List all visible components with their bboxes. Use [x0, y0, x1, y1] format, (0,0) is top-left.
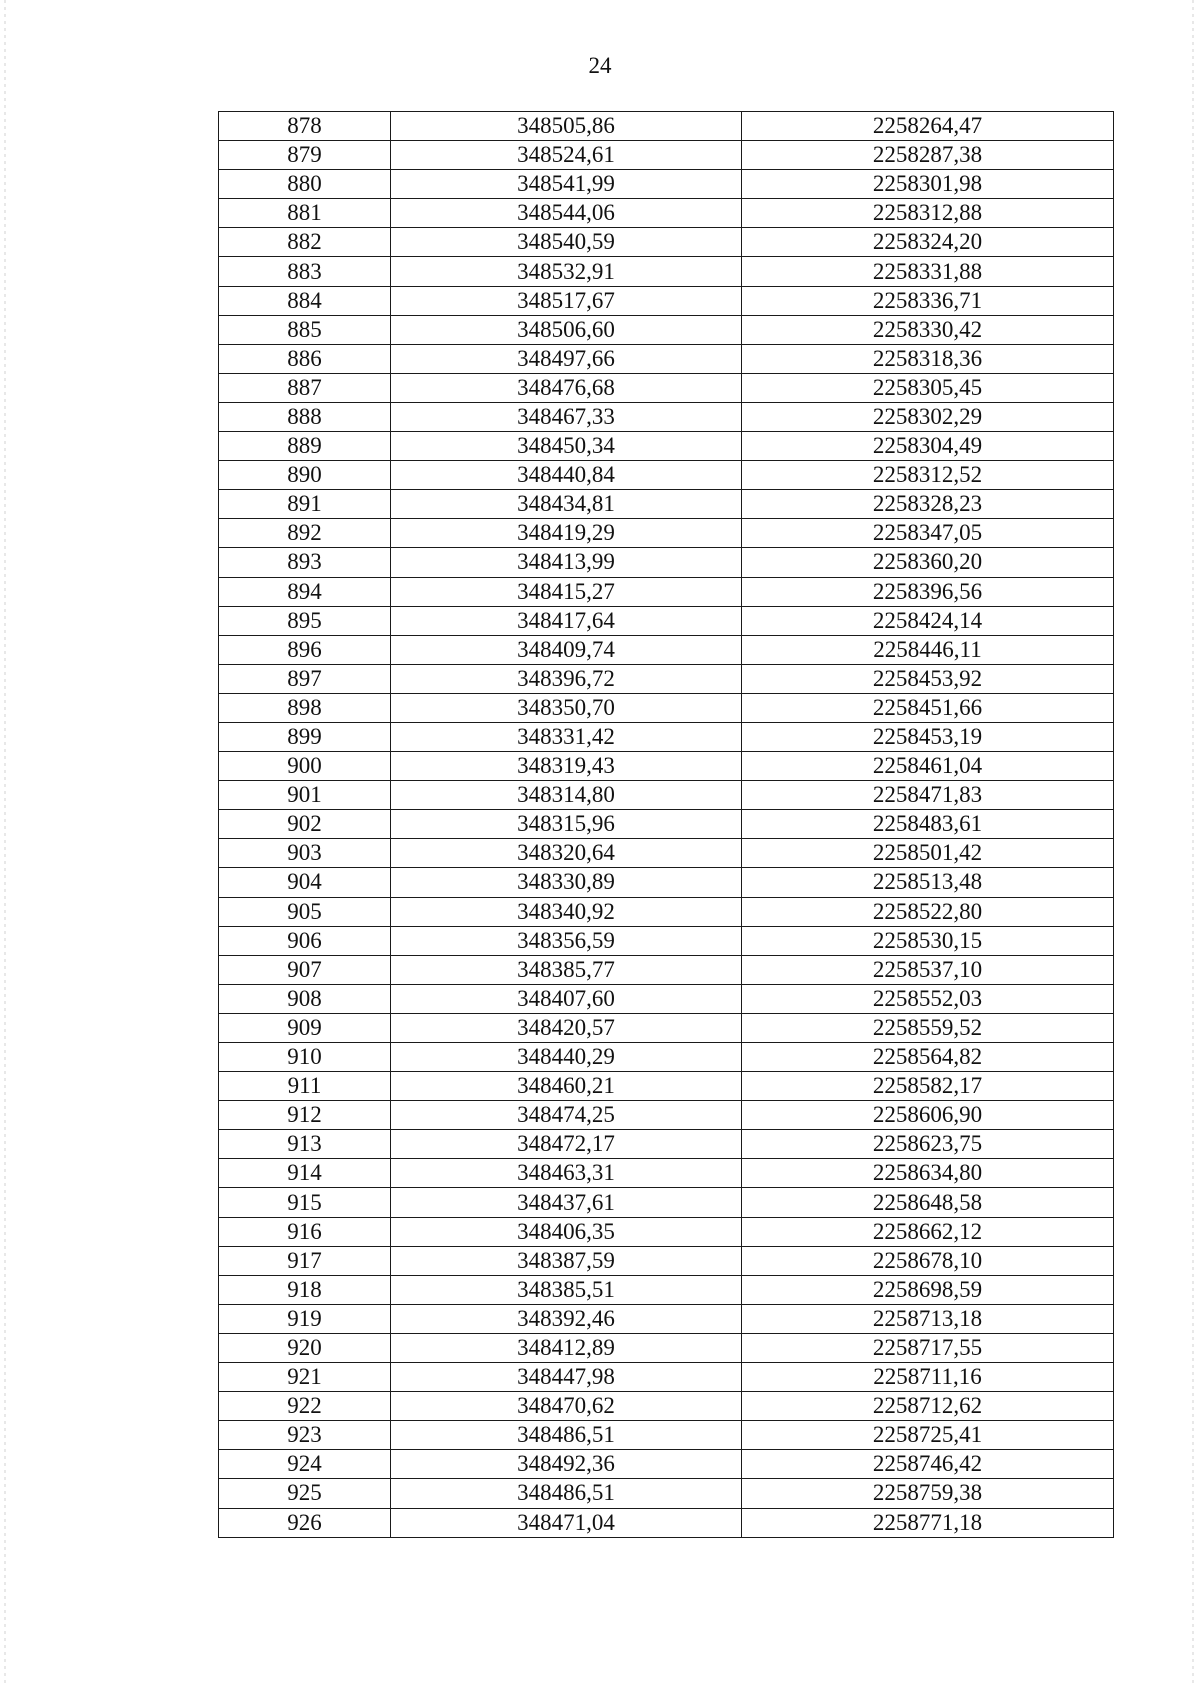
y-coordinate-cell: 2258678,10	[742, 1246, 1114, 1275]
y-coordinate-cell: 2258522,80	[742, 897, 1114, 926]
table-row	[219, 257, 1114, 286]
y-coordinate-cell: 2258712,62	[742, 1392, 1114, 1421]
point-number-cell: 898	[219, 693, 391, 722]
y-coordinate-cell: 2258318,36	[742, 344, 1114, 373]
point-number-cell: 889	[219, 432, 391, 461]
x-coordinate-cell: 348417,64	[391, 606, 742, 635]
x-coordinate-cell: 348409,74	[391, 635, 742, 664]
table-row	[219, 693, 1114, 722]
x-coordinate-cell: 348350,70	[391, 693, 742, 722]
table-row	[219, 752, 1114, 781]
table-row	[219, 577, 1114, 606]
point-number-cell: 902	[219, 810, 391, 839]
table-row	[219, 1043, 1114, 1072]
table-row	[219, 1159, 1114, 1188]
table-row	[219, 1508, 1114, 1537]
table-row	[219, 432, 1114, 461]
table-row	[219, 373, 1114, 402]
table-row	[219, 810, 1114, 839]
table-row	[219, 548, 1114, 577]
x-coordinate-cell: 348532,91	[391, 257, 742, 286]
table-row	[219, 839, 1114, 868]
page-number: 24	[588, 53, 612, 78]
y-coordinate-cell: 2258513,48	[742, 868, 1114, 897]
point-number-cell: 890	[219, 461, 391, 490]
table-row	[219, 664, 1114, 693]
y-coordinate-cell: 2258336,71	[742, 286, 1114, 315]
y-coordinate-cell: 2258461,04	[742, 752, 1114, 781]
y-coordinate-cell: 2258446,11	[742, 635, 1114, 664]
table-row	[219, 286, 1114, 315]
point-number-cell: 908	[219, 984, 391, 1013]
point-number-cell: 906	[219, 926, 391, 955]
x-coordinate-cell: 348406,35	[391, 1217, 742, 1246]
point-number-cell: 926	[219, 1508, 391, 1537]
table-row	[219, 1275, 1114, 1304]
x-coordinate-cell: 348486,51	[391, 1479, 742, 1508]
x-coordinate-cell: 348544,06	[391, 199, 742, 228]
point-number-cell: 915	[219, 1188, 391, 1217]
point-number-cell: 925	[219, 1479, 391, 1508]
table-row	[219, 635, 1114, 664]
table-row	[219, 315, 1114, 344]
y-coordinate-cell: 2258312,52	[742, 461, 1114, 490]
point-number-cell: 882	[219, 228, 391, 257]
table-row	[219, 1101, 1114, 1130]
y-coordinate-cell: 2258501,42	[742, 839, 1114, 868]
point-number-cell: 883	[219, 257, 391, 286]
x-coordinate-cell: 348486,51	[391, 1421, 742, 1450]
y-coordinate-cell: 2258302,29	[742, 402, 1114, 431]
x-coordinate-cell: 348467,33	[391, 402, 742, 431]
x-coordinate-cell: 348385,77	[391, 955, 742, 984]
table-row	[219, 722, 1114, 751]
table-row	[219, 228, 1114, 257]
table-row	[219, 1013, 1114, 1042]
table-row	[219, 1217, 1114, 1246]
point-number-cell: 885	[219, 315, 391, 344]
coordinates-table-body	[219, 112, 1114, 1538]
point-number-cell: 887	[219, 373, 391, 402]
x-coordinate-cell: 348492,36	[391, 1450, 742, 1479]
table-row	[219, 1246, 1114, 1275]
scan-edge-left	[4, 0, 6, 1686]
point-number-cell: 923	[219, 1421, 391, 1450]
x-coordinate-cell: 348440,84	[391, 461, 742, 490]
x-coordinate-cell: 348460,21	[391, 1072, 742, 1101]
y-coordinate-cell: 2258725,41	[742, 1421, 1114, 1450]
point-number-cell: 905	[219, 897, 391, 926]
y-coordinate-cell: 2258312,88	[742, 199, 1114, 228]
table-row	[219, 490, 1114, 519]
table-row	[219, 1130, 1114, 1159]
point-number-cell: 914	[219, 1159, 391, 1188]
y-coordinate-cell: 2258360,20	[742, 548, 1114, 577]
point-number-cell: 895	[219, 606, 391, 635]
y-coordinate-cell: 2258530,15	[742, 926, 1114, 955]
x-coordinate-cell: 348415,27	[391, 577, 742, 606]
y-coordinate-cell: 2258471,83	[742, 781, 1114, 810]
y-coordinate-cell: 2258330,42	[742, 315, 1114, 344]
x-coordinate-cell: 348497,66	[391, 344, 742, 373]
point-number-cell: 918	[219, 1275, 391, 1304]
y-coordinate-cell: 2258304,49	[742, 432, 1114, 461]
y-coordinate-cell: 2258483,61	[742, 810, 1114, 839]
point-number-cell: 904	[219, 868, 391, 897]
y-coordinate-cell: 2258451,66	[742, 693, 1114, 722]
table-row	[219, 1304, 1114, 1333]
x-coordinate-cell: 348407,60	[391, 984, 742, 1013]
point-number-cell: 901	[219, 781, 391, 810]
table-row	[219, 868, 1114, 897]
point-number-cell: 886	[219, 344, 391, 373]
point-number-cell: 924	[219, 1450, 391, 1479]
table-row	[219, 1333, 1114, 1362]
x-coordinate-cell: 348517,67	[391, 286, 742, 315]
x-coordinate-cell: 348434,81	[391, 490, 742, 519]
table-row	[219, 344, 1114, 373]
y-coordinate-cell: 2258453,19	[742, 722, 1114, 751]
table-row	[219, 926, 1114, 955]
x-coordinate-cell: 348331,42	[391, 722, 742, 751]
point-number-cell: 881	[219, 199, 391, 228]
x-coordinate-cell: 348315,96	[391, 810, 742, 839]
table-row	[219, 141, 1114, 170]
x-coordinate-cell: 348505,86	[391, 112, 742, 141]
point-number-cell: 920	[219, 1333, 391, 1362]
y-coordinate-cell: 2258347,05	[742, 519, 1114, 548]
x-coordinate-cell: 348356,59	[391, 926, 742, 955]
point-number-cell: 921	[219, 1363, 391, 1392]
x-coordinate-cell: 348474,25	[391, 1101, 742, 1130]
coordinates-table	[218, 111, 1114, 1538]
x-coordinate-cell: 348524,61	[391, 141, 742, 170]
point-number-cell: 907	[219, 955, 391, 984]
point-number-cell: 894	[219, 577, 391, 606]
y-coordinate-cell: 2258713,18	[742, 1304, 1114, 1333]
point-number-cell: 903	[219, 839, 391, 868]
y-coordinate-cell: 2258648,58	[742, 1188, 1114, 1217]
y-coordinate-cell: 2258537,10	[742, 955, 1114, 984]
x-coordinate-cell: 348437,61	[391, 1188, 742, 1217]
x-coordinate-cell: 348471,04	[391, 1508, 742, 1537]
x-coordinate-cell: 348412,89	[391, 1333, 742, 1362]
table-row	[219, 112, 1114, 141]
x-coordinate-cell: 348396,72	[391, 664, 742, 693]
y-coordinate-cell: 2258305,45	[742, 373, 1114, 402]
x-coordinate-cell: 348472,17	[391, 1130, 742, 1159]
point-number-cell: 893	[219, 548, 391, 577]
x-coordinate-cell: 348340,92	[391, 897, 742, 926]
point-number-cell: 911	[219, 1072, 391, 1101]
x-coordinate-cell: 348450,34	[391, 432, 742, 461]
point-number-cell: 909	[219, 1013, 391, 1042]
y-coordinate-cell: 2258264,47	[742, 112, 1114, 141]
y-coordinate-cell: 2258759,38	[742, 1479, 1114, 1508]
table-row	[219, 199, 1114, 228]
y-coordinate-cell: 2258328,23	[742, 490, 1114, 519]
table-row	[219, 1363, 1114, 1392]
y-coordinate-cell: 2258552,03	[742, 984, 1114, 1013]
y-coordinate-cell: 2258634,80	[742, 1159, 1114, 1188]
point-number-cell: 912	[219, 1101, 391, 1130]
point-number-cell: 892	[219, 519, 391, 548]
x-coordinate-cell: 348541,99	[391, 170, 742, 199]
x-coordinate-cell: 348392,46	[391, 1304, 742, 1333]
y-coordinate-cell: 2258453,92	[742, 664, 1114, 693]
y-coordinate-cell: 2258582,17	[742, 1072, 1114, 1101]
table-row	[219, 781, 1114, 810]
x-coordinate-cell: 348476,68	[391, 373, 742, 402]
x-coordinate-cell: 348420,57	[391, 1013, 742, 1042]
table-row	[219, 1421, 1114, 1450]
point-number-cell: 880	[219, 170, 391, 199]
x-coordinate-cell: 348440,29	[391, 1043, 742, 1072]
table-row	[219, 170, 1114, 199]
point-number-cell: 919	[219, 1304, 391, 1333]
table-row	[219, 1072, 1114, 1101]
y-coordinate-cell: 2258324,20	[742, 228, 1114, 257]
x-coordinate-cell: 348387,59	[391, 1246, 742, 1275]
y-coordinate-cell: 2258559,52	[742, 1013, 1114, 1042]
table-row	[219, 984, 1114, 1013]
x-coordinate-cell: 348463,31	[391, 1159, 742, 1188]
y-coordinate-cell: 2258717,55	[742, 1333, 1114, 1362]
point-number-cell: 899	[219, 722, 391, 751]
table-row	[219, 1188, 1114, 1217]
table-row	[219, 1392, 1114, 1421]
y-coordinate-cell: 2258606,90	[742, 1101, 1114, 1130]
point-number-cell: 879	[219, 141, 391, 170]
x-coordinate-cell: 348413,99	[391, 548, 742, 577]
point-number-cell: 916	[219, 1217, 391, 1246]
point-number-cell: 884	[219, 286, 391, 315]
x-coordinate-cell: 348540,59	[391, 228, 742, 257]
point-number-cell: 917	[219, 1246, 391, 1275]
y-coordinate-cell: 2258396,56	[742, 577, 1114, 606]
table-row	[219, 1479, 1114, 1508]
x-coordinate-cell: 348330,89	[391, 868, 742, 897]
y-coordinate-cell: 2258771,18	[742, 1508, 1114, 1537]
x-coordinate-cell: 348470,62	[391, 1392, 742, 1421]
x-coordinate-cell: 348506,60	[391, 315, 742, 344]
table-row	[219, 1450, 1114, 1479]
table-row	[219, 955, 1114, 984]
y-coordinate-cell: 2258564,82	[742, 1043, 1114, 1072]
x-coordinate-cell: 348314,80	[391, 781, 742, 810]
table-row	[219, 606, 1114, 635]
y-coordinate-cell: 2258424,14	[742, 606, 1114, 635]
y-coordinate-cell: 2258287,38	[742, 141, 1114, 170]
y-coordinate-cell: 2258698,59	[742, 1275, 1114, 1304]
y-coordinate-cell: 2258331,88	[742, 257, 1114, 286]
point-number-cell: 878	[219, 112, 391, 141]
y-coordinate-cell: 2258711,16	[742, 1363, 1114, 1392]
point-number-cell: 897	[219, 664, 391, 693]
x-coordinate-cell: 348419,29	[391, 519, 742, 548]
point-number-cell: 888	[219, 402, 391, 431]
point-number-cell: 896	[219, 635, 391, 664]
table-row	[219, 519, 1114, 548]
y-coordinate-cell: 2258746,42	[742, 1450, 1114, 1479]
point-number-cell: 922	[219, 1392, 391, 1421]
y-coordinate-cell: 2258623,75	[742, 1130, 1114, 1159]
table-row	[219, 402, 1114, 431]
point-number-cell: 913	[219, 1130, 391, 1159]
point-number-cell: 891	[219, 490, 391, 519]
x-coordinate-cell: 348319,43	[391, 752, 742, 781]
x-coordinate-cell: 348385,51	[391, 1275, 742, 1304]
x-coordinate-cell: 348320,64	[391, 839, 742, 868]
table-row	[219, 461, 1114, 490]
point-number-cell: 900	[219, 752, 391, 781]
y-coordinate-cell: 2258662,12	[742, 1217, 1114, 1246]
x-coordinate-cell: 348447,98	[391, 1363, 742, 1392]
point-number-cell: 910	[219, 1043, 391, 1072]
table-row	[219, 897, 1114, 926]
scan-edge-right	[1192, 0, 1194, 1686]
y-coordinate-cell: 2258301,98	[742, 170, 1114, 199]
